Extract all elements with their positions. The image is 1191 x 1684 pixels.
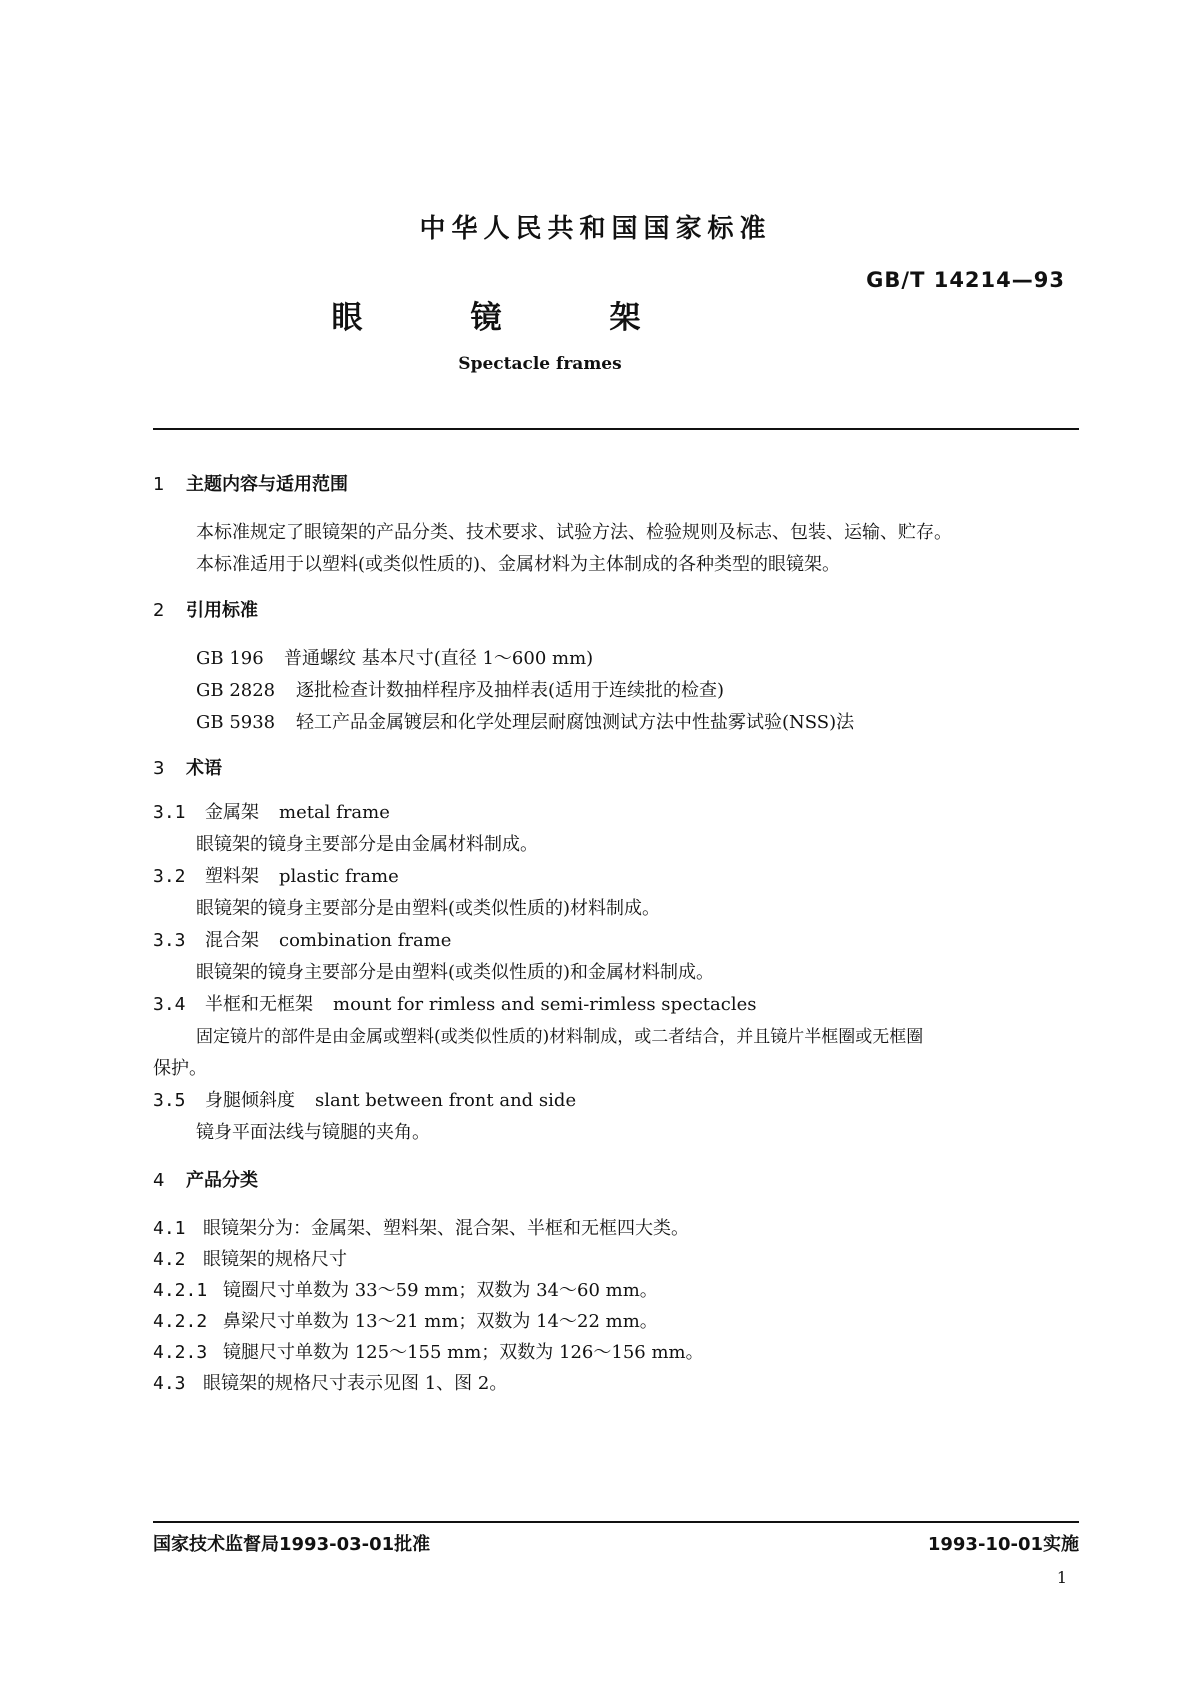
clause-number: 3.1 <box>153 802 186 823</box>
reference-code: GB 2828 <box>196 680 276 701</box>
term-en: mount for rimless and semi-rimless spectacles <box>333 994 757 1015</box>
clause-4-2-3 <box>153 1338 704 1364</box>
reference-item <box>196 708 854 734</box>
term-definition: 固定镜片的部件是由金属或塑料(或类似性质的)材料制成，或二者结合，并且镜片半框圈或无框圈 <box>196 1027 924 1047</box>
reference-item <box>196 676 724 702</box>
term-en: metal frame <box>279 802 390 823</box>
document-title-en: Spectacle frames <box>458 354 622 374</box>
reference-text: 轻工产品金属镀层和化学处理层耐腐蚀测试方法中性盐雾试验(NSS)法 <box>296 712 855 733</box>
term-cn: 身腿倾斜度 <box>205 1090 295 1111</box>
clause-number: 3.2 <box>153 866 186 887</box>
effective-date: 1993-10-01实施 <box>927 1534 1079 1555</box>
clause-text: 眼镜架的规格尺寸表示见图 1、图 2。 <box>203 1373 508 1394</box>
header-divider <box>153 428 1079 430</box>
term-cn: 金属架 <box>205 802 259 823</box>
term-3-5 <box>153 1086 576 1112</box>
section-title: 产品分类 <box>186 1170 258 1191</box>
clause-text: 镜圈尺寸单数为 33～59 mm；双数为 34～60 mm。 <box>223 1280 658 1301</box>
clause-number: 3.5 <box>153 1090 186 1111</box>
term-en: combination frame <box>279 930 452 951</box>
term-cn: 混合架 <box>205 930 259 951</box>
reference-item <box>196 644 593 670</box>
term-en: plastic frame <box>279 866 399 887</box>
standard-number: GB/T 14214—93 <box>866 268 1065 292</box>
reference-code: GB 196 <box>196 648 264 669</box>
term-cn: 半框和无框架 <box>205 994 313 1015</box>
approval-statement: 国家技术监督局1993-03-01批准 <box>153 1534 431 1555</box>
section-2-heading <box>153 596 258 622</box>
section-title: 引用标准 <box>186 600 258 621</box>
clause-number: 4.2.2 <box>153 1311 208 1332</box>
section-number: 1 <box>153 474 165 495</box>
reference-text: 普通螺纹 基本尺寸(直径 1～600 mm) <box>284 648 594 669</box>
section-number: 3 <box>153 758 165 779</box>
section-3-heading <box>153 754 222 780</box>
term-3-1 <box>153 798 390 824</box>
section-title: 主题内容与适用范围 <box>186 474 348 495</box>
section-1-paragraph-1: 本标准规定了眼镜架的产品分类、技术要求、试验方法、检验规则及标志、包装、运输、贮存。 <box>196 522 952 543</box>
clause-text: 眼镜架分为：金属架、塑料架、混合架、半框和无框四大类。 <box>203 1218 689 1239</box>
clause-number: 3.3 <box>153 930 186 951</box>
document-title-cn: 眼镜架 <box>331 300 749 336</box>
page-number: 1 <box>1056 1568 1067 1587</box>
reference-text: 逐批检查计数抽样程序及抽样表(适用于连续批的检查) <box>296 680 725 701</box>
clause-4-1 <box>153 1214 689 1240</box>
clause-4-2 <box>153 1245 347 1271</box>
term-definition: 眼镜架的镜身主要部分是由塑料(或类似性质的)和金属材料制成。 <box>196 962 715 983</box>
term-en: slant between front and side <box>315 1090 577 1111</box>
term-cn: 塑料架 <box>205 866 259 887</box>
term-definition: 镜身平面法线与镜腿的夹角。 <box>196 1122 430 1143</box>
section-4-heading <box>153 1166 258 1192</box>
term-3-4 <box>153 990 757 1016</box>
clause-number: 3.4 <box>153 994 186 1015</box>
clause-text: 鼻梁尺寸单数为 13～21 mm；双数为 14～22 mm。 <box>223 1311 658 1332</box>
section-title: 术语 <box>186 758 222 779</box>
clause-4-2-1 <box>153 1276 658 1302</box>
term-3-2 <box>153 862 399 888</box>
term-definition: 眼镜架的镜身主要部分是由塑料(或类似性质的)材料制成。 <box>196 898 661 919</box>
section-1-paragraph-2: 本标准适用于以塑料(或类似性质的)、金属材料为主体制成的各种类型的眼镜架。 <box>196 554 841 575</box>
clause-number: 4.3 <box>153 1373 186 1394</box>
national-standard-heading: 中华人民共和国国家标准 <box>419 214 772 244</box>
clause-text: 眼镜架的规格尺寸 <box>203 1249 347 1270</box>
section-number: 4 <box>153 1170 165 1191</box>
footer-divider <box>153 1521 1079 1523</box>
clause-number: 4.2 <box>153 1249 186 1270</box>
clause-4-2-2 <box>153 1307 658 1333</box>
term-3-3 <box>153 926 451 952</box>
clause-number: 4.1 <box>153 1218 186 1239</box>
section-1-heading <box>153 470 348 496</box>
clause-number: 4.2.1 <box>153 1280 208 1301</box>
clause-4-3 <box>153 1369 507 1395</box>
clause-text: 镜腿尺寸单数为 125～155 mm；双数为 126～156 mm。 <box>223 1342 704 1363</box>
term-definition-continued: 保护。 <box>153 1058 207 1079</box>
reference-code: GB 5938 <box>196 712 276 733</box>
term-definition: 眼镜架的镜身主要部分是由金属材料制成。 <box>196 834 538 855</box>
clause-number: 4.2.3 <box>153 1342 208 1363</box>
section-number: 2 <box>153 600 165 621</box>
